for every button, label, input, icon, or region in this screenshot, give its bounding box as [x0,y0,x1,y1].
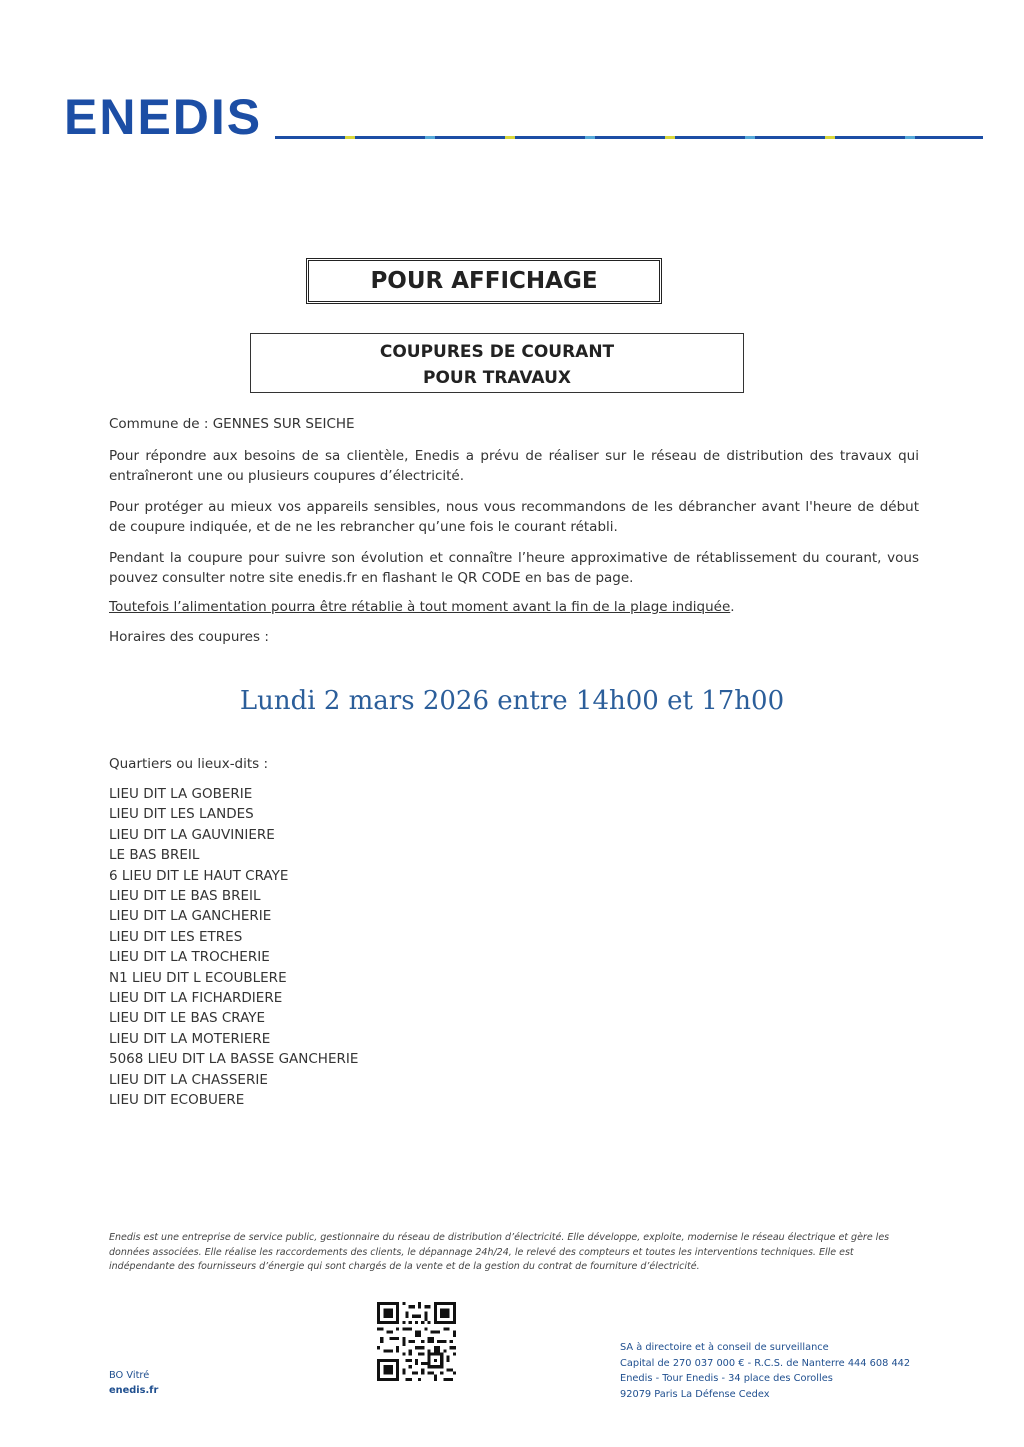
location-item: 5068 LIEU DIT LA BASSE GANCHERIE [109,1051,359,1068]
company-info-line-4: 92079 Paris La Défense Cedex [620,1388,770,1400]
paragraph-2: Pour protéger au mieux vos appareils sensibles, nous vous recommandons de les débrancher avant l'heure de début de coupure indiquée, et de ne les rebrancher qu’une fois le courant rétabli. [109,499,919,535]
subtitle-line-1: COUPURES DE COURANT [379,342,615,362]
pour-affichage-banner [306,258,662,304]
location-item: LIEU DIT LA FICHARDIERE [109,990,283,1007]
restoration-notice [109,597,919,617]
company-info [620,1340,910,1402]
header-rule [275,136,983,139]
location-item: LIEU DIT LES ETRES [109,928,243,945]
enedis-logo: ENEDIS [64,89,263,145]
horaires-label: Horaires des coupures : [109,629,269,645]
company-info-line-1: SA à directoire et à conseil de surveillance [620,1342,829,1353]
location-item: LIEU DIT LA GAUVINIERE [109,826,275,843]
paragraph-3: Pendant la coupure pour suivre son évolution et connaître l’heure approximative de rétablissement du courant, vous pouvez consulter notre site enedis.fr en flashant le QR CODE en bas de page. [109,550,919,586]
location-item: 6 LIEU DIT LE HAUT CRAYE [109,867,289,884]
location-item: LE BAS BREIL [109,847,200,864]
company-info-line-3: Enedis - Tour Enedis - 34 place des Corolles [620,1373,833,1384]
restoration-notice-end: . [730,599,735,615]
location-item: LIEU DIT LE BAS BREIL [109,888,261,905]
outage-date: Lundi 2 mars 2026 entre 14h00 et 17h00 [239,686,785,716]
paragraph-1: Pour répondre aux besoins de sa clientèle, Enedis a prévu de réaliser sur le réseau de distribution des travaux qui entraîneront une ou plusieurs coupures d’électricité. [109,448,919,484]
company-info-line-2: Capital de 270 037 000 € - R.C.S. de Nanterre 444 608 442 [620,1357,911,1369]
locations-label: Quartiers ou lieux-dits : [109,756,269,772]
restoration-notice-underlined: Toutefois l’alimentation pourra être rétablie à tout moment avant la fin de la plage indiquée [109,599,731,615]
qr-code-icon[interactable] [377,1302,456,1381]
location-item: LIEU DIT LA GOBERIE [109,786,253,802]
location-item: LIEU DIT LA MOTERIERE [109,1030,271,1047]
left-footer-info [109,1368,158,1398]
office-name: BO Vitré [109,1370,150,1381]
legal-notice: Enedis est une entreprise de service public, gestionnaire du réseau de distribution d’électricité. Elle développe, exploite, modernise le réseau électrique et gère les données associées. Elle réalise les raccordements des clients, le dépannage 24h/24, le relevé des compteurs et toutes les interventions techniques. Elle est indépendante des fournisseurs d’énergie qui sont chargés de la vente et de la gestion du contrat de fourniture d’électricité. [109,1232,890,1272]
location-item: LIEU DIT LES LANDES [109,806,254,823]
website-link[interactable]: enedis.fr [109,1385,159,1396]
location-item: LIEU DIT LA GANCHERIE [109,908,272,925]
subtitle-box [250,333,744,393]
location-item: LIEU DIT LE BAS CRAYE [109,1010,266,1027]
commune-label: Commune de : GENNES SUR SEICHE [109,416,355,432]
location-item: LIEU DIT LA TROCHERIE [109,949,270,966]
banner-text: POUR AFFICHAGE [370,268,598,294]
location-item: LIEU DIT LA CHASSERIE [109,1071,268,1088]
location-item: LIEU DIT ECOBUERE [109,1092,245,1109]
location-item: N1 LIEU DIT L ECOUBLERE [109,969,287,986]
locations-list [109,784,358,1111]
subtitle-line-2: POUR TRAVAUX [423,368,571,388]
